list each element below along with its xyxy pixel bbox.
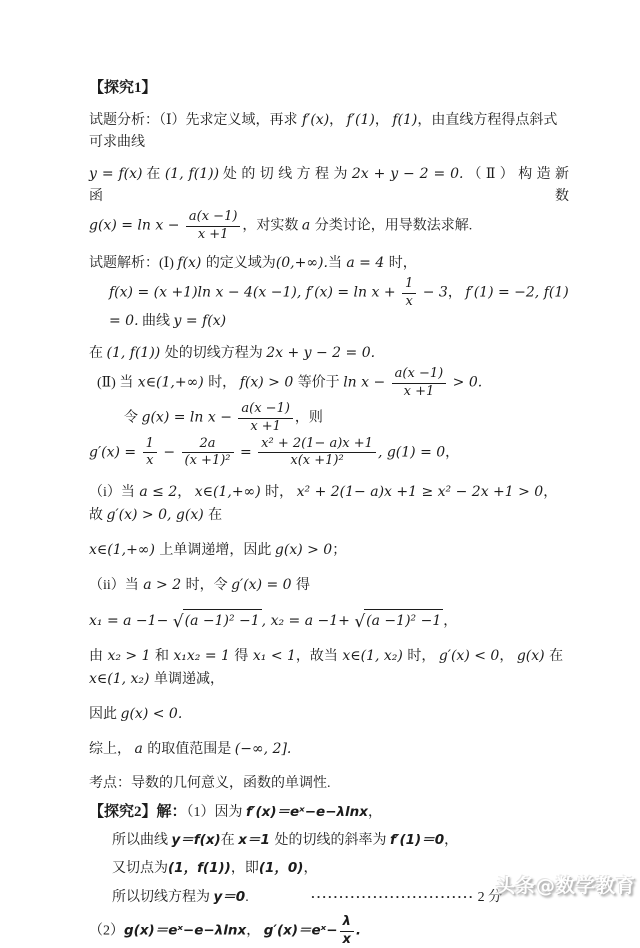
math-run: g(x) = ln x − — [89, 217, 184, 234]
text-run: 在 — [142, 167, 165, 182]
tangent-line-eq — [89, 342, 569, 365]
text-run: ， — [447, 285, 466, 301]
text-run: 在 — [89, 345, 107, 361]
text-run: ，即 — [230, 861, 259, 877]
case-i-line2 — [89, 539, 569, 562]
text-run: ， — [368, 805, 382, 821]
text-run: ，由直线方程得点斜式可求曲线 — [89, 113, 558, 150]
text-run: 2 分 — [474, 890, 503, 906]
dotted-leader: ····························· — [310, 889, 475, 905]
math-run: (0,+∞). — [275, 254, 328, 271]
math-run: a ≤ 2 — [134, 484, 178, 501]
text-run: ，对实数 — [242, 218, 302, 234]
radicand: (a −1)² −1 — [183, 609, 262, 632]
fraction-denominator: x +1 — [186, 226, 241, 243]
text-run: ， — [444, 833, 459, 849]
math-run: , g(1) = 0 — [377, 444, 446, 461]
text-run: 处的切线的斜率为 — [274, 833, 391, 849]
part2-intro — [97, 367, 569, 400]
text-run: 在 — [208, 508, 223, 524]
math-run: g′(x) < 0 — [438, 648, 500, 665]
text-run: 时， — [208, 375, 240, 391]
text-run: ，故当 — [295, 649, 338, 665]
fraction-numerator: x² + 2(1− a)x +1 — [261, 435, 373, 451]
slope-line — [112, 830, 569, 851]
math-run: f(x) — [177, 254, 206, 271]
analysis-line1 — [89, 109, 569, 154]
fraction-denominator: (x +1)² — [182, 452, 234, 469]
fraction-denominator: x(x +1)² — [258, 452, 376, 469]
text-run: 上单调递增，因此 — [159, 543, 275, 559]
text-run: 时， — [265, 485, 297, 501]
math-run: g′(x)＝eˣ− — [263, 923, 338, 940]
text-run: （ Ⅱ ） 构 造 新 函 数 — [89, 167, 570, 204]
fraction — [182, 437, 234, 470]
math-run: (1, f(1)) — [164, 166, 220, 182]
text-run: ，则 — [294, 410, 323, 426]
text-run: （i）当 — [89, 485, 135, 501]
math-run: a = 4 — [341, 254, 389, 271]
math-run: = — [235, 444, 257, 461]
bold-label: 【探究1】 — [89, 80, 157, 96]
math-run: x∈(1,+∞) — [89, 542, 160, 559]
solution-intro — [89, 252, 569, 275]
fraction — [258, 437, 376, 470]
text-run: 试题分析：（Ⅰ）先求定义域，再求 — [89, 113, 298, 128]
fraction-denominator: x +1 — [392, 383, 447, 400]
text-run: ， — [246, 924, 264, 940]
fraction-denominator: x — [340, 931, 354, 948]
math-run: (1, f(1)) — [106, 344, 165, 361]
text-run: 又切点为 — [112, 861, 168, 877]
math-run: . — [355, 923, 362, 940]
math-run: (1，0) — [258, 860, 304, 877]
math-run: x₁ = a −1− — [89, 613, 173, 630]
text-run: 得 — [296, 578, 311, 594]
text-run: ， — [303, 861, 318, 877]
math-run: (−∞, 2]. — [234, 741, 292, 758]
math-run: x₂ > 1 — [103, 648, 155, 665]
radicand: (a −1)² −1 — [364, 609, 443, 632]
text-run: ， — [443, 614, 458, 630]
watermark: 头条@数学教育 — [495, 875, 636, 897]
math-run: f′(x) — [297, 112, 330, 128]
math-run: x² + 2(1− a)x +1 ≥ x² − 2x +1 > 0 — [296, 484, 544, 501]
text-run: 在 — [549, 649, 564, 665]
text-run: ， — [177, 485, 195, 501]
text-run: (Ⅱ) 当 — [97, 375, 134, 391]
math-run: − 3 — [418, 284, 448, 301]
math-run: a — [301, 217, 315, 234]
math-run: f′(1) = −2, f(1) = 0. — [109, 284, 569, 329]
analysis-line3 — [89, 210, 569, 243]
text-run: 等价于 — [297, 375, 344, 391]
text-run: （1）因为 — [186, 805, 247, 821]
text-run: 考点：导数的几何意义，函数的单调性. — [89, 776, 331, 792]
math-run: ln x − — [343, 374, 390, 391]
math-run: x₁ < 1 — [248, 648, 296, 665]
math-run: g′(x) = 0 — [231, 577, 297, 594]
math-run: f(1) — [392, 112, 418, 128]
text-run: 的取值范围是 — [147, 742, 235, 758]
text-run: ， — [445, 445, 460, 461]
text-run: 的定义域为 — [205, 255, 276, 271]
sqrt-expression — [354, 609, 443, 633]
analysis-line2 — [89, 163, 569, 208]
text-run: 因此 — [89, 707, 121, 723]
text-run: （2） — [89, 924, 124, 940]
bold-label: 【探究2】解： — [89, 804, 187, 821]
fraction — [186, 210, 241, 243]
math-run: > 0. — [448, 374, 483, 391]
text-run: 试题解析：(Ⅰ) — [89, 255, 178, 271]
math-run: y＝0 — [213, 889, 246, 906]
text-run: 处的切线方程为 — [164, 345, 267, 361]
fraction — [402, 277, 416, 310]
math-run: g(x) > 0 — [274, 542, 333, 559]
fraction — [340, 915, 354, 948]
math-run: − — [158, 444, 180, 461]
text-run: ； — [332, 543, 347, 559]
text-run: （ii）当 — [89, 578, 139, 594]
radical-sign: √ — [354, 612, 366, 633]
math-run: g(x) — [516, 648, 550, 665]
text-run: 令 — [124, 410, 142, 426]
key-points — [89, 773, 569, 795]
conclusion-g-negative — [89, 703, 569, 726]
part2-g-derivative — [89, 915, 569, 948]
radical-sign: √ — [172, 612, 184, 633]
explore2-part1 — [89, 802, 569, 823]
text-run: 时，令 — [185, 578, 232, 594]
fraction-numerator: 1 — [405, 275, 414, 291]
fraction-denominator: x — [402, 293, 416, 310]
math-run: x∈(1,+∞) — [194, 484, 266, 501]
text-run: 得 — [234, 649, 249, 665]
math-run: x∈(1, x₂) — [89, 671, 154, 688]
fraction-numerator: 2a — [199, 435, 216, 451]
math-run: f′(1)＝0 — [390, 832, 445, 849]
fraction-denominator: x +1 — [238, 418, 293, 435]
text-run: 曲线 — [138, 313, 174, 329]
text-run: ， — [374, 113, 393, 128]
fraction — [392, 367, 447, 400]
case-ii-intro — [89, 574, 569, 597]
math-run: y = f(x) — [89, 166, 143, 182]
text-run: 时， — [407, 649, 439, 665]
text-run: 由 — [89, 649, 103, 665]
math-run: g(x)＝eˣ−e−λlnx — [124, 923, 247, 940]
math-run: y＝f(x) — [171, 832, 221, 849]
math-run: y = f(x) — [173, 312, 227, 329]
roots-formula — [89, 609, 569, 633]
math-run: f(x) > 0 — [239, 374, 298, 391]
math-run: (1，f(1)) — [168, 860, 231, 877]
math-run: 2x + y − 2 = 0. — [266, 344, 376, 361]
formula-f-derivative — [109, 277, 569, 333]
fraction-numerator: a(x −1) — [188, 209, 238, 224]
sqrt-expression — [173, 609, 262, 633]
text-run: 所以切线方程为 — [112, 890, 214, 906]
explore1-heading — [89, 77, 569, 100]
math-run: g′(x) = — [89, 444, 141, 461]
fraction-numerator: 1 — [145, 435, 154, 451]
spacer — [249, 900, 311, 901]
math-run: f(x) = (x +1)ln x − 4(x −1), f′(x) = ln x + — [109, 284, 401, 301]
case-i-line1 — [89, 481, 569, 527]
text-run: . — [245, 890, 249, 906]
text-run: 所以曲线 — [112, 833, 172, 849]
text-run: 单调递减， — [153, 672, 224, 688]
text-run: 综上， — [89, 742, 135, 758]
fraction-numerator: λ — [342, 914, 351, 930]
math-run: x∈(1, x₂) — [337, 648, 408, 665]
range-conclusion — [89, 738, 569, 761]
math-run: x∈(1,+∞) — [133, 374, 209, 391]
math-run: f′(1) — [346, 112, 375, 128]
text-run: 处 的 切 线 方 程 为 — [219, 167, 352, 182]
text-run: ， — [329, 113, 347, 128]
document-body — [89, 77, 569, 948]
text-run: 当 — [327, 255, 342, 271]
text-run: 和 — [154, 649, 169, 665]
fraction — [238, 402, 293, 435]
math-run: a > 2 — [138, 577, 186, 594]
g-derivative — [89, 437, 569, 470]
text-run: 时， — [388, 255, 417, 271]
math-run: f′(x)＝eˣ−e−λlnx — [246, 804, 368, 821]
math-run: x₁x₂ = 1 — [168, 648, 235, 665]
math-run: a — [134, 741, 148, 758]
math-run: g(x) < 0. — [120, 706, 183, 723]
math-run: g(x) = ln x − — [141, 409, 237, 426]
text-run: ， — [499, 649, 517, 665]
math-run: , x₂ = a −1+ — [261, 613, 355, 630]
text-run: 在 — [220, 833, 239, 849]
math-run: x＝1 — [238, 832, 275, 849]
math-run: 2x + y − 2 = 0. — [351, 166, 464, 182]
fraction — [143, 437, 157, 470]
fraction-denominator: x — [143, 452, 157, 469]
fraction-numerator: a(x −1) — [241, 400, 290, 416]
text-run: 分类讨论，用导数法求解. — [314, 218, 473, 234]
define-g — [124, 402, 569, 435]
monotonic-decrease — [89, 645, 569, 691]
text-run: ，故 — [89, 485, 558, 524]
math-run: g′(x) > 0, g(x) — [106, 507, 209, 524]
fraction-numerator: a(x −1) — [394, 365, 444, 381]
